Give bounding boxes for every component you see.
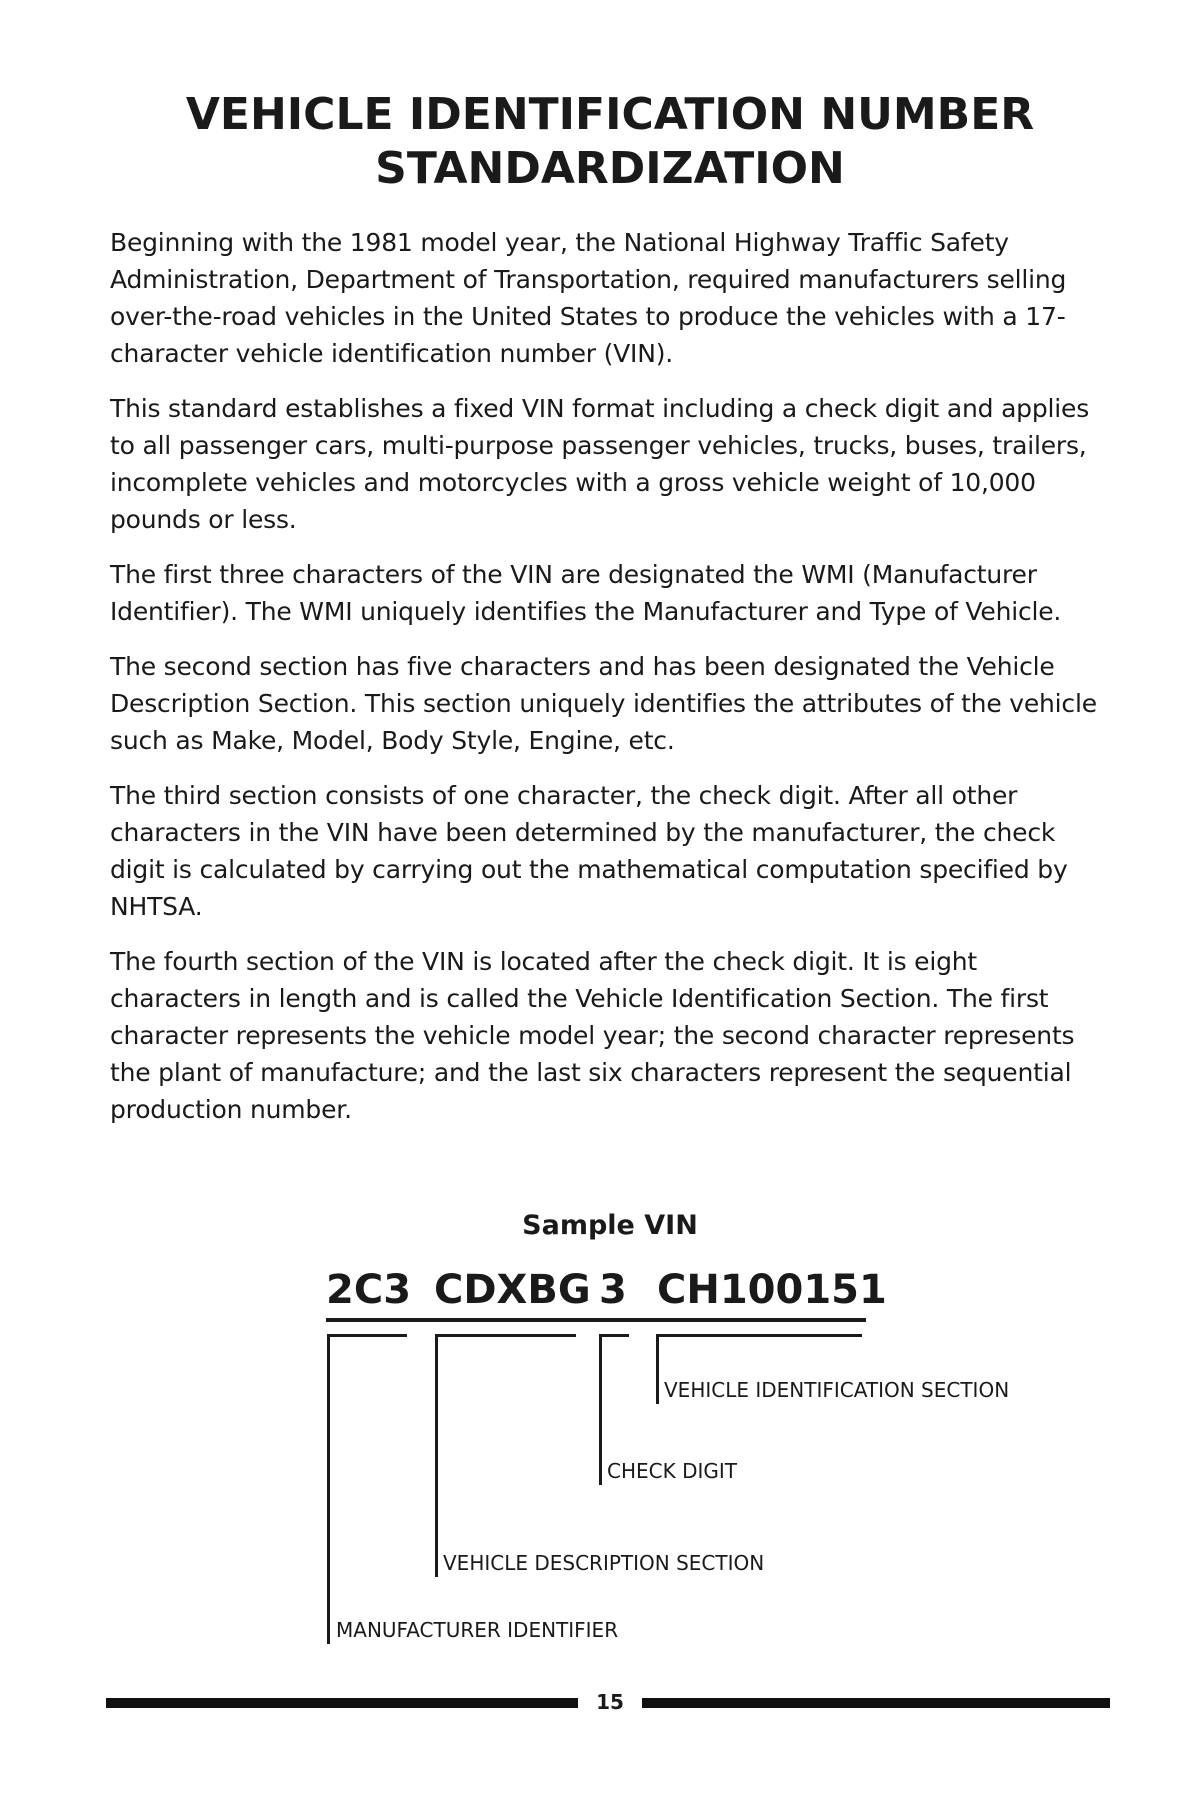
bracket-vds-stem [435, 1334, 438, 1577]
bracket-check-top [599, 1334, 629, 1337]
label-vehicle-identification-section: VEHICLE IDENTIFICATION SECTION [664, 1378, 1010, 1402]
vin-segment-wmi: 2C3 [326, 1267, 412, 1313]
label-vehicle-description-section: VEHICLE DESCRIPTION SECTION [443, 1551, 765, 1575]
vin-underline [326, 1318, 866, 1322]
paragraph-check-digit: The third section consists of one character, the check digit. After all other characters in the VIN have been determined by the manufacturer, the check digit is calculated by carrying out the mathematical computation specified by NHTSA. [110, 781, 1068, 921]
footer-rule-left [106, 1698, 578, 1708]
paragraph-standard: This standard establishes a fixed VIN format including a check digit and applies to all passenger cars, multi-purpose passenger vehicles, trucks, buses, trailers, incomplete vehicles and motorcycles with a gross vehicle weight of 10,000 pounds or less. [110, 394, 1090, 534]
bracket-vis-top [656, 1334, 862, 1337]
page-title-line-1: VEHICLE IDENTIFICATION NUMBER [185, 89, 1035, 140]
bracket-vis-stem [656, 1334, 659, 1404]
label-manufacturer-identifier: MANUFACTURER IDENTIFIER [336, 1618, 619, 1642]
vin-segment-vis: CH100151 [657, 1267, 887, 1313]
page-title [60, 88, 1160, 196]
page-number: 15 [596, 1690, 624, 1714]
body-text [110, 224, 1110, 1146]
footer-rule-right [642, 1698, 1110, 1708]
paragraph-vis: The fourth section of the VIN is located after the check digit. It is eight characters in length and is called the Vehicle Identification Section. The first character represents the vehicle model year; the second character represents the plant of manufacture; and the last six characters represent the sequential production number. [110, 947, 1075, 1124]
sample-vin-heading: Sample VIN [522, 1210, 698, 1241]
paragraph-intro: Beginning with the 1981 model year, the National Highway Traffic Safety Administration, Department of Transportation, required manufacturers selling over-the-road vehicles in the United States to produce the vehicles with a 17-character vehicle identification number (VIN). [110, 228, 1067, 368]
bracket-wmi-top [327, 1334, 407, 1337]
bracket-vds-top [435, 1334, 576, 1337]
paragraph-vds: The second section has five characters and has been designated the Vehicle Description Section. This section uniquely identifies the attributes of the vehicle such as Make, Model, Body Style, Engine, etc. [110, 652, 1097, 755]
vin-segment-vds: CDXBG [434, 1267, 591, 1313]
bracket-check-stem [599, 1334, 602, 1485]
page-title-line-2: STANDARDIZATION [375, 143, 845, 194]
vin-segment-check-digit: 3 [599, 1267, 627, 1313]
bracket-wmi-stem [327, 1334, 330, 1644]
label-check-digit: CHECK DIGIT [607, 1459, 737, 1483]
paragraph-wmi: The first three characters of the VIN are designated the WMI (Manufacturer Identifier). The WMI uniquely identifies the Manufacturer and Type of Vehicle. [110, 560, 1062, 626]
